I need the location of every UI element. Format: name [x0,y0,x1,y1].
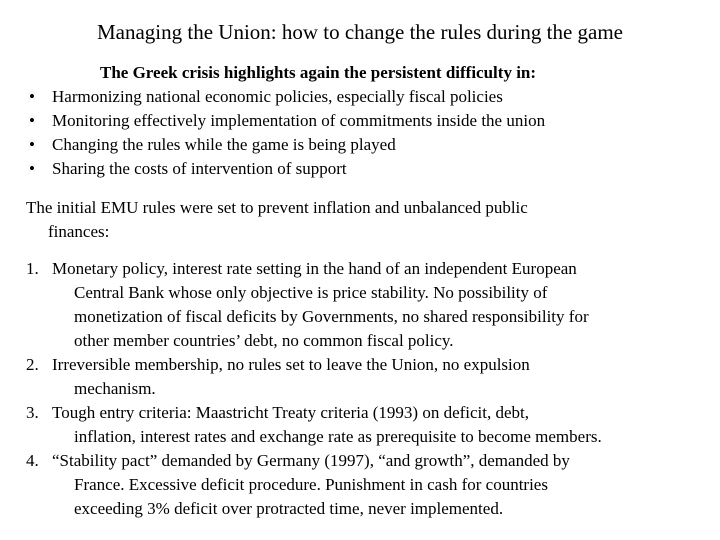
numbered-item [0,401,602,449]
numbered-item [0,257,602,353]
item-number: 4. [26,451,39,470]
item-line: monetization of fiscal deficits by Governments, no shared responsibility for [74,307,589,326]
emu-rules-paragraph [26,196,666,244]
item-text [52,257,602,353]
slide-title: Managing the Union: how to change the rules during the game [96,20,624,44]
item-number: 1. [26,259,39,278]
numbered-item [0,353,602,401]
item-text [52,449,602,521]
bullet-marker: • [29,111,35,130]
item-line: France. Excessive deficit procedure. Punishment in cash for countries [74,475,548,494]
item-text [52,401,602,449]
bullet-marker: • [29,135,35,154]
item-line: other member countries’ debt, no common fiscal policy. [74,331,454,350]
item-line: Monetary policy, interest rate setting in the hand of an independent European [52,259,577,278]
paragraph-line: finances: [48,222,110,241]
bullet-marker: • [29,159,35,178]
bullet-text: Changing the rules while the game is being played [52,135,396,154]
item-line: Tough entry criteria: Maastricht Treaty criteria (1993) on deficit, debt, [52,403,530,422]
item-line: Irreversible membership, no rules set to leave the Union, no expulsion [52,355,530,374]
numbered-list [0,257,602,521]
item-line: mechanism. [74,379,156,398]
item-number: 2. [26,355,39,374]
paragraph-line: The initial EMU rules were set to prevent inflation and unbalanced public [26,198,528,217]
item-text [52,353,602,401]
bullet-text: Monitoring effectively implementation of commitments inside the union [52,111,546,130]
numbered-item [0,449,602,521]
bullet-marker: • [29,87,35,106]
item-line: exceeding 3% deficit over protracted time, never implemented. [74,499,504,518]
item-number: 3. [26,403,39,422]
item-line: Central Bank whose only objective is price stability. No possibility of [74,283,548,302]
intro-heading: The Greek crisis highlights again the persistent difficulty in: [100,63,537,82]
item-line: inflation, interest rates and exchange rate as prerequisite to become members. [74,427,602,446]
item-line: “Stability pact” demanded by Germany (1997), “and growth”, demanded by [52,451,570,470]
bullet-text: Harmonizing national economic policies, especially fiscal policies [52,87,503,106]
bullet-text: Sharing the costs of intervention of support [52,159,347,178]
